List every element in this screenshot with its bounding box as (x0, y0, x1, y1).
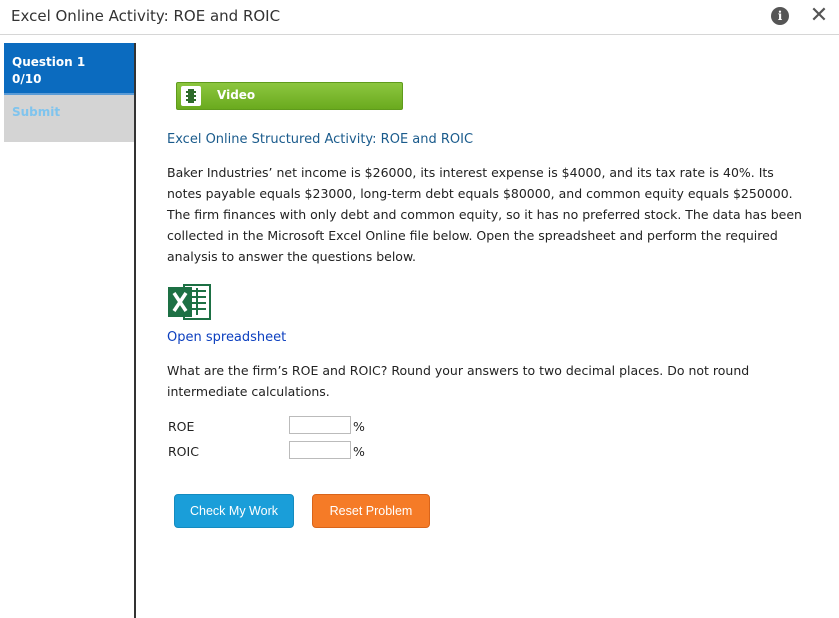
roic-input[interactable] (289, 441, 351, 459)
video-label: Video (217, 88, 256, 102)
excel-icon[interactable] (168, 281, 212, 323)
question-score: 0/10 (12, 72, 42, 86)
title-bar (0, 0, 839, 35)
question-text: What are the firm’s ROE and ROIC? Round your answers to two decimal places. Do not round intermediate calculations. (167, 363, 750, 399)
open-spreadsheet-link[interactable]: Open spreadsheet (167, 330, 287, 345)
window-title: Excel Online Activity: ROE and ROIC (11, 7, 281, 25)
film-icon (181, 86, 201, 106)
close-icon[interactable]: ✕ (809, 3, 829, 28)
problem-text: Baker Industries’ net income is $26000, its interest expense is $4000, and its tax rate is 40%. Its notes payable equals $23000, long-term debt equals $80000, and common equity equals $250000. The firm finances with only debt and common equity, so it has no preferred stock. The data has been collected in the Microsoft Excel Online file below. Open the spreadsheet and perform the required analysis to answer the questions below. (167, 165, 802, 264)
reset-problem-button[interactable]: Reset Problem (312, 494, 430, 528)
question-label: Question 1 (12, 55, 86, 69)
roic-label: ROIC (168, 444, 199, 459)
info-icon[interactable]: i (771, 7, 789, 25)
sidebar-item-submit[interactable] (4, 95, 134, 142)
sidebar (4, 43, 136, 618)
video-button[interactable] (176, 82, 403, 110)
roe-label: ROE (168, 419, 195, 434)
roe-input[interactable] (289, 416, 351, 434)
check-my-work-button[interactable]: Check My Work (174, 494, 294, 528)
sidebar-item-question-1[interactable] (4, 43, 134, 95)
activity-heading: Excel Online Structured Activity: ROE and ROIC (167, 132, 474, 147)
roic-percent-unit: % (353, 444, 365, 459)
roe-percent-unit: % (353, 419, 365, 434)
submit-label: Submit (12, 105, 61, 119)
